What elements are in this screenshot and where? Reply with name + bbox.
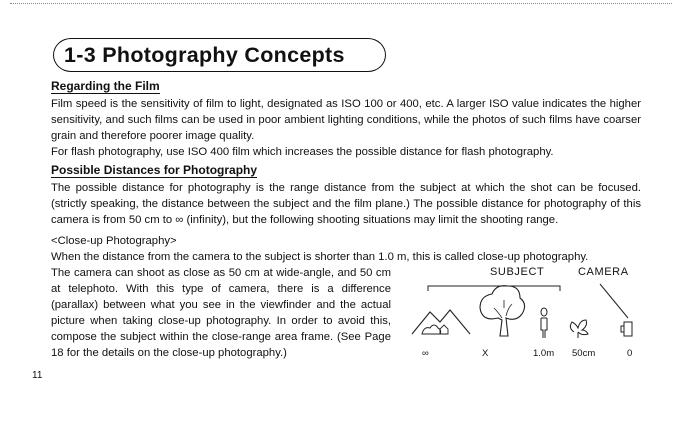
tree-icon — [480, 286, 525, 336]
subject-label: SUBJECT — [490, 266, 545, 278]
mountain-icon — [412, 310, 470, 334]
flash-film-paragraph: For flash photography, use ISO 400 film which increases the possible distance for flash photography. — [51, 146, 554, 158]
heading-regarding-film: Regarding the Film — [51, 79, 160, 93]
page-number: 11 — [32, 370, 43, 381]
flower-icon — [570, 320, 588, 338]
heading-possible-distances: Possible Distances for Photography — [51, 163, 258, 177]
distance-diagram — [410, 266, 645, 366]
person-icon — [541, 308, 547, 338]
tick-50cm: 50cm — [572, 348, 596, 359]
closeup-definition: When the distance from the camera to the subject is shorter than 1.0 m, this is called close-up photography. — [51, 251, 589, 263]
distance-paragraph: The possible distance for photography is the range distance from the subject at which the shot can be focused. (strictly speaking, the distance between the subject and the film plane.) The possible distance for photography of this camera is from 50 cm to ∞ (infinity), but the following shooting situations may limit the shooting range. — [51, 182, 641, 226]
camera-icon — [621, 322, 632, 336]
tick-x: X — [482, 348, 489, 359]
closeup-heading: <Close-up Photography> — [51, 235, 177, 247]
tick-zero: 0 — [627, 348, 633, 359]
page-title: 1-3 Photography Concepts — [64, 43, 345, 67]
tick-1m: 1.0m — [533, 348, 555, 359]
distance-diagram-drawing — [410, 278, 645, 358]
top-border-rule — [10, 3, 672, 4]
tick-infinity: ∞ — [422, 348, 429, 359]
film-speed-paragraph: Film speed is the sensitivity of film to light, designated as ISO 100 or 400, etc. A larger ISO value indicates the higher sensitivity, and such films can be used in poor ambient lighting conditions, while the photos of such films have coarser grain and therefore poorer image quality. — [51, 98, 641, 142]
closeup-paragraph: The camera can shoot as close as 50 cm at wide-angle, and 50 cm at telephoto. With this type of camera, there is a difference (parallax) between what you see in the viewfinder and the actual picture when taking close-up photography. In order to avoid this, compose the subject within the close-range area frame. (See Page 18 for the details on the close-up photography.) — [51, 267, 391, 359]
camera-label: CAMERA — [578, 266, 629, 278]
camera-pointer — [600, 284, 628, 318]
